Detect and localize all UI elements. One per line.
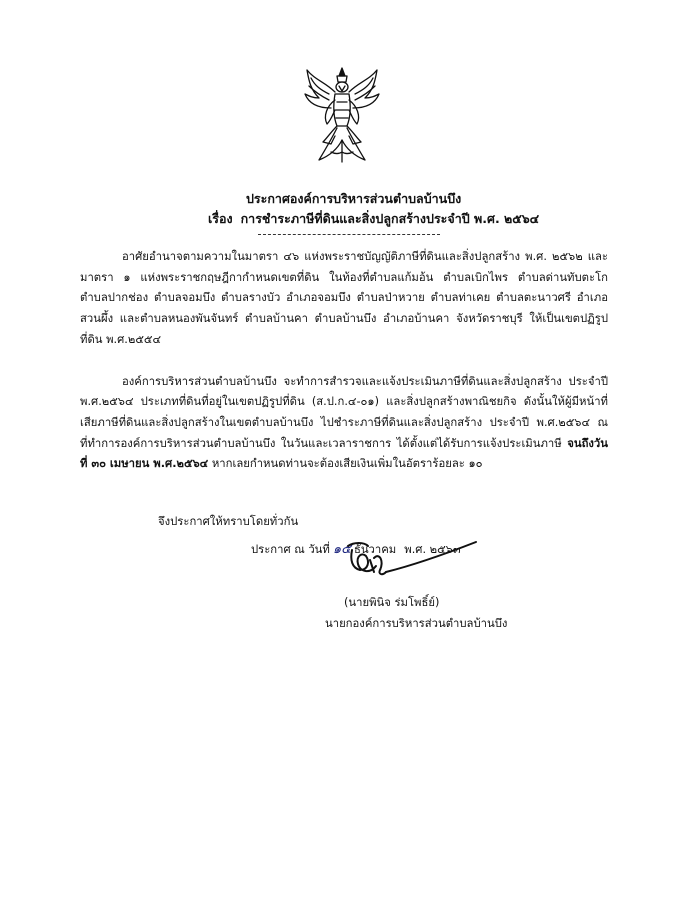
signer-title: นายกองค์การบริหารส่วนตำบลบ้านบึง (325, 617, 508, 630)
announced-at-label: ประกาศ ณ วันที่ (251, 543, 330, 556)
handwritten-signature (330, 536, 480, 586)
paragraph-tax-payment (80, 372, 608, 476)
announcement-subject (208, 209, 539, 229)
paragraph-legal-basis-text: อาศัยอำนาจตามความในมาตรา ๔๖ แห่งพระราชบัญญัติภาษีที่ดินและสิ่งปลูกสร้าง พ.ศ. ๒๕๖๒ และมาตรา ๑ แห่งพระราชกฤษฎีกากำหนดเขตที่ดิน ในท้องที่ตำบลแก้มอ้น ตำบลเบิกไพร ตำบลด่านทับตะโก ตำบลปากช่อง ตำบลจอมบึง ตำบลรางบัว อำเภอจอมบึง ตำบลป่าหวาย ตำบลท่าเคย ตำบลตะนาวศรี อำเภอสวนผึ้ง และตำบลหนองพันจันทร์ ตำบลบ้านคา ตำบลบ้านบึง อำเภอบ้านคา จังหวัดราชบุรี ให้เป็นเขตปฏิรูปที่ดิน พ.ศ.๒๕๕๔ (80, 250, 608, 346)
subject-text: การชำระภาษีที่ดินและสิ่งปลูกสร้างประจำปี พ.ศ. ๒๕๖๔ (240, 211, 540, 226)
penalty-note: หากเลยกำหนดท่านจะต้องเสียเงินเพิ่มในอัตราร้อยละ ๑๐ (211, 457, 483, 471)
header-divider (258, 234, 440, 235)
signer-name: (นายพินิจ ร่มโพธิ์ย์) (344, 596, 440, 609)
month: ธันวาคม (353, 543, 397, 556)
year: ๒๕๖๓ (429, 543, 461, 556)
announcement-title: ประกาศองค์การบริหารส่วนตำบลบ้านบึง (246, 191, 462, 206)
closing-statement: จึงประกาศให้ทราบโดยทั่วกัน (158, 515, 299, 528)
year-label: พ.ศ. (404, 543, 427, 556)
garuda-emblem-icon (301, 66, 383, 166)
announcement-body (80, 247, 608, 475)
payment-deadline: จนถึงวันที่ ๓๐ เมษายน พ.ศ.๒๕๖๔ (80, 436, 608, 471)
paragraph-tax-payment-text: องค์การบริหารส่วนตำบลบ้านบึง จะทำการสำรวจและแจ้งประเมินภาษีที่ดินและสิ่งปลูกสร้าง ประจำปี พ.ศ.๒๕๖๔ ประเภทที่ดินที่อยู่ในเขตปฏิรูปที่ดิน (ส.ป.ก.๔-๐๑) และสิ่งปลูกสร้างพาณิชยกิจ ดังนั้นให้ผู้มีหน้าที่เสียภาษีที่ดินและสิ่งปลูกสร้างในเขตตำบลบ้านบึง ไปชำระภาษีที่ดินและสิ่งปลูกสร้าง ประจำปี พ.ศ.๒๕๖๔ ณ ที่ทำการองค์การบริหารส่วนตำบลบ้านบึง ในวันและเวลาราชการ ได้ตั้งแต่ได้รับการแจ้งประเมินภาษี (80, 374, 608, 450)
day-handwritten: ๑๕ (332, 542, 351, 557)
subject-label: เรื่อง (208, 211, 233, 226)
paragraph-legal-basis (80, 247, 608, 351)
